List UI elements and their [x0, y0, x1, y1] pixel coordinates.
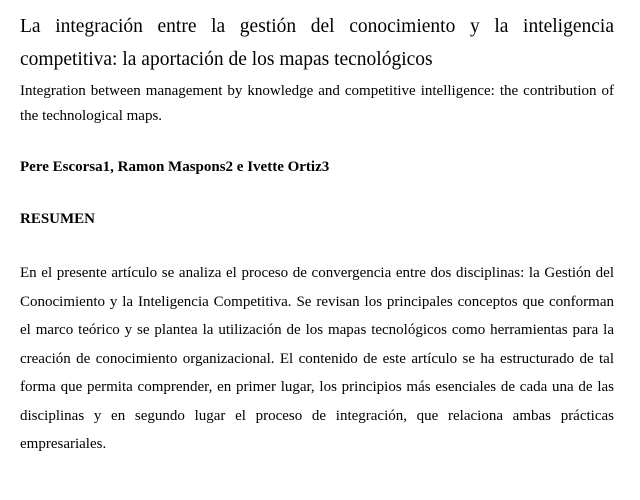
paper-page [20, 0, 614, 459]
abstract-heading: RESUMEN [20, 211, 96, 227]
paper-title-spanish: La integración entre la gestión del conocimiento y la inteligencia competitiva: la aportación de los mapas tecnológicos [20, 16, 614, 70]
paper-authors: Pere Escorsa1, Ramon Maspons2 e Ivette Ortiz3 [20, 159, 330, 175]
abstract-text: En el presente artículo se analiza el proceso de convergencia entre dos disciplinas: la Gestión del Conocimiento y la Inteligencia Competitiva. Se revisan los principales conceptos que conforman el marco teórico y se plantea la utilización de los mapas tecnológicos como herramientas para la creación de conocimiento organizacional. El contenido de este artículo se ha estructurado de tal forma que permita comprender, en primer lugar, los principios más esenciales de cada una de las disciplinas y en segundo lugar el proceso de integración, que relaciona ambas prácticas empresariales. [20, 265, 614, 452]
paper-title-english: Integration between management by knowledge and competitive intelligence: the contribution of the technological maps. [20, 83, 614, 124]
